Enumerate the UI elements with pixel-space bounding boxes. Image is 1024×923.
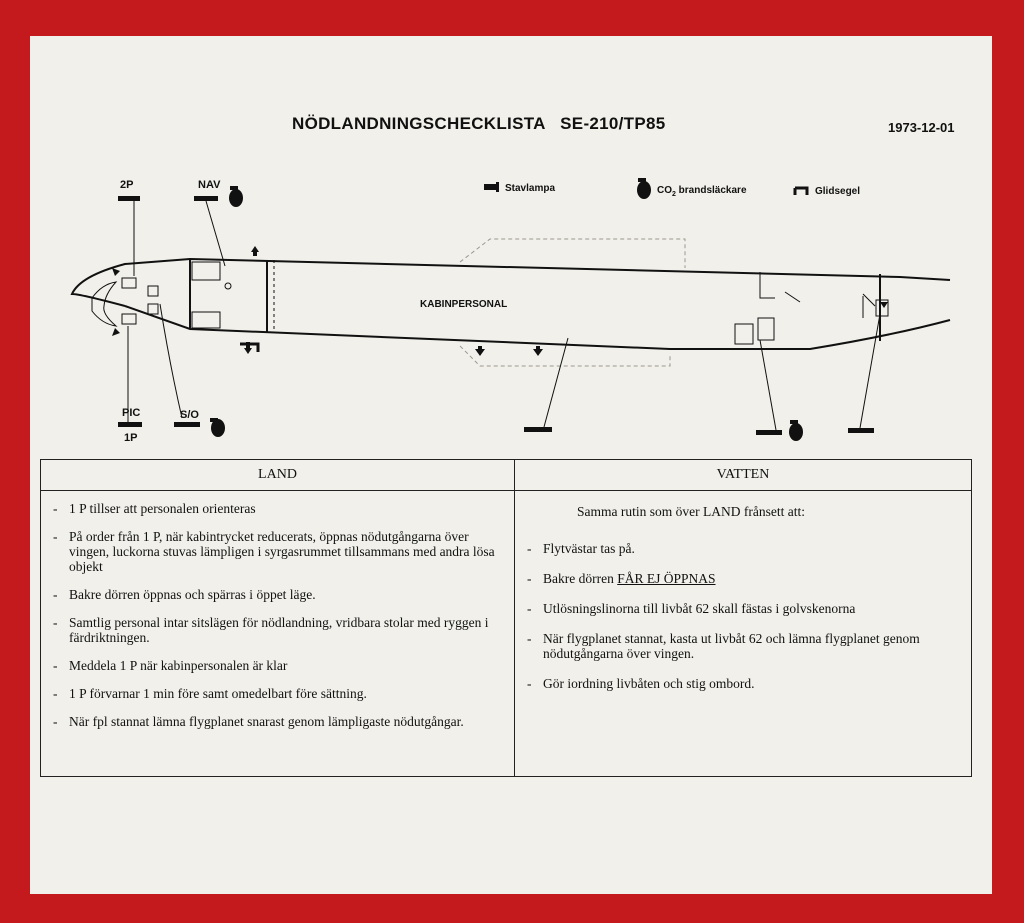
stavlampa-legend-icon bbox=[484, 182, 499, 192]
page-title: NÖDLANDNINGSCHECKLISTA SE-210/TP85 bbox=[292, 114, 666, 133]
vatten-item-2-prefix: Bakre dörren bbox=[543, 571, 618, 586]
vatten-item: - När flygplanet stannat, kasta ut livbåt 62 och lämna flygplanet genom nödutgångarna över vingen. bbox=[527, 631, 963, 661]
rear-extinguisher-icon bbox=[789, 420, 803, 441]
rear-lamp-1 bbox=[756, 340, 782, 435]
legend-co2-suffix: brandsläckare bbox=[675, 185, 747, 196]
land-item: - Bakre dörren öppnas och spärras i öppet läge. bbox=[53, 587, 506, 602]
legend-stavlampa-label: Stavlampa bbox=[505, 183, 556, 194]
vatten-intro: Samma rutin som över LAND frånsett att: bbox=[577, 504, 805, 519]
wing-lamp bbox=[524, 338, 568, 432]
fuselage bbox=[72, 259, 950, 349]
checklist-table bbox=[40, 459, 972, 777]
document-date: 1973-12-01 bbox=[888, 120, 955, 135]
position-pic-lamp bbox=[118, 422, 142, 427]
land-item: - Samtlig personal intar sitslägen för nödlandning, vridbara stolar med ryggen i färdriktningen. bbox=[53, 615, 506, 645]
vatten-item bbox=[527, 571, 963, 586]
position-so-label: S/O bbox=[180, 409, 199, 421]
aircraft-diagram bbox=[30, 36, 992, 456]
vatten-item-2-emphasis: FÅR EJ ÖPPNAS bbox=[617, 571, 716, 586]
legend-glidsegel-label: Glidsegel bbox=[815, 186, 861, 197]
land-item: - Meddela 1 P när kabinpersonalen är klar bbox=[53, 658, 506, 673]
checklist-sheet bbox=[30, 36, 992, 894]
land-list bbox=[41, 491, 514, 729]
vatten-heading: VATTEN bbox=[515, 460, 971, 491]
legend-co2-sub: 2 bbox=[672, 191, 676, 198]
land-item: - På order från 1 P, när kabintrycket reducerats, öppnas nödutgångarna över vingen, luckorna stuvas lämpligen i syrgasrummet tillsammans med andra lösa objekt bbox=[53, 529, 506, 574]
vatten-item: - Utlösningslinorna till livbåt 62 skall fästas i golvskenorna bbox=[527, 601, 963, 616]
land-column bbox=[41, 460, 515, 776]
nav-extinguisher-icon bbox=[229, 186, 243, 207]
vatten-column bbox=[515, 460, 971, 776]
so-extinguisher-icon bbox=[210, 418, 225, 437]
legend bbox=[484, 178, 860, 199]
position-1p-label: 1P bbox=[124, 432, 138, 444]
glidsegel-legend-icon bbox=[795, 188, 807, 195]
position-nav-lamp bbox=[194, 196, 218, 201]
svg-text:CO2 brandsläckare bbox=[657, 185, 747, 198]
cabin-personnel-label: KABINPERSONAL bbox=[420, 299, 508, 310]
land-heading: LAND bbox=[41, 460, 514, 491]
land-item: - 1 P förvarnar 1 min före samt omedelbart före sättning. bbox=[53, 686, 506, 701]
land-item: - 1 P tillser att personalen orienteras bbox=[53, 501, 506, 516]
position-2p-lamp bbox=[118, 196, 140, 201]
legend-co2-prefix: CO bbox=[657, 185, 672, 196]
position-nav-label: NAV bbox=[198, 179, 221, 191]
vatten-item: - Flytvästar tas på. bbox=[527, 541, 963, 556]
co2-extinguisher-legend-icon bbox=[637, 178, 651, 199]
position-pic-label: PIC bbox=[122, 407, 141, 419]
position-so-lamp bbox=[174, 422, 200, 427]
rear-lamp-2 bbox=[848, 314, 880, 433]
vatten-item: - Gör iordning livbåten och stig ombord. bbox=[527, 676, 963, 691]
land-item: - När fpl stannat lämna flygplanet snarast genom lämpligaste nödutgångar. bbox=[53, 714, 506, 729]
vatten-list bbox=[515, 520, 971, 691]
position-2p-label: 2P bbox=[120, 179, 134, 191]
